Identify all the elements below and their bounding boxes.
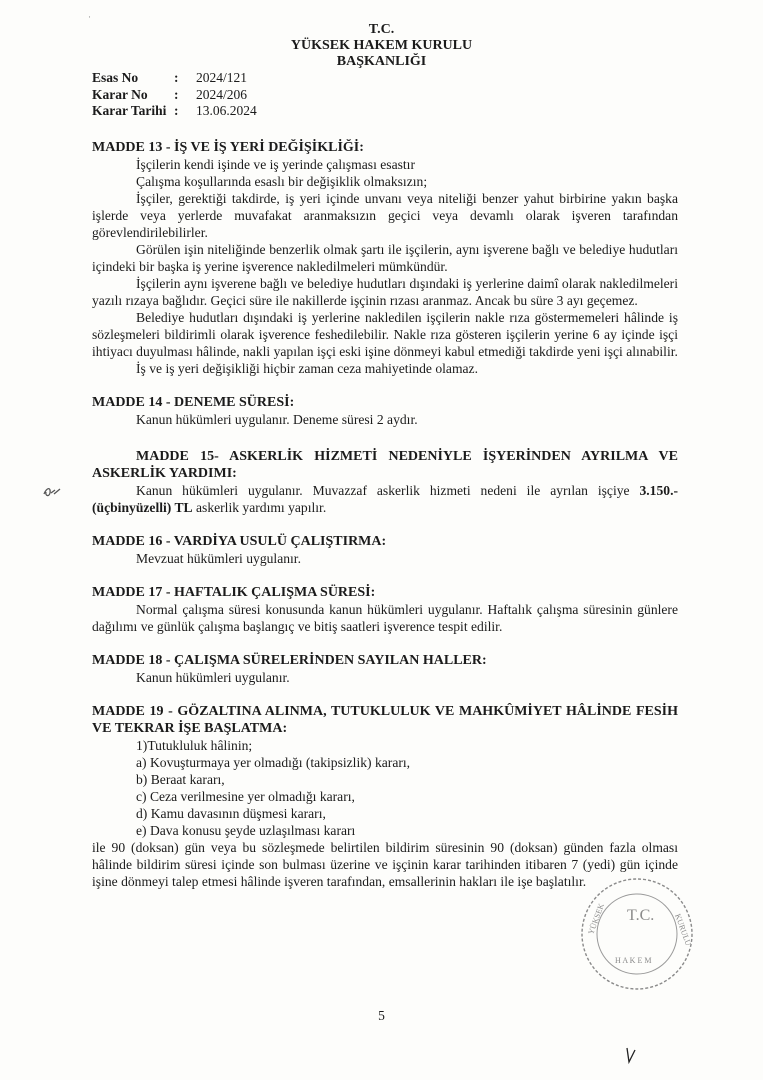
article-13-p2: Çalışma koşullarında esaslı bir değişiklik olmaksızın; (136, 174, 428, 189)
article-16-p1: Mevzuat hükümleri uygulanır. (136, 551, 301, 566)
svg-text:YÜKSEK: YÜKSEK (586, 902, 606, 936)
meta-row-tarih (92, 103, 257, 120)
meta-row-karar (92, 87, 257, 104)
list-item: c) Ceza verilmesine yer olmadığı kararı, (136, 789, 355, 804)
svg-text:KURULU: KURULU (673, 912, 693, 948)
official-seal (575, 875, 700, 993)
article-17-p1: Normal çalışma süresi konusunda kanun hükümleri uygulanır. Haftalık çalışma süresinin günlere dağılımı ve günlük çalışma başlangıç ve bitiş saatleri işverence tespit edilir. (92, 602, 678, 634)
meta-value: 2024/206 (196, 86, 248, 102)
article-16-title: MADDE 16 - VARDİYA USULÜ ÇALIŞTIRMA: (92, 534, 387, 549)
document-body (92, 139, 678, 890)
meta-sep: : (174, 103, 179, 118)
case-meta (92, 70, 257, 120)
meta-sep: : (174, 70, 179, 85)
article-15-p1 (92, 482, 678, 516)
article-18-title: MADDE 18 - ÇALIŞMA SÜRELERİNDEN SAYILAN HALLER: (92, 653, 487, 668)
article-15-amount: 3.150.- (üçbinyüzelli) TL (92, 483, 678, 515)
article-19-title: MADDE 19 - GÖZALTINA ALINMA, TUTUKLULUK VE MAHKÛMİYET HÂLİNDE FESİH VE TEKRAR İŞE BAŞLATMA: (92, 704, 678, 736)
article-18-p1: Kanun hükümleri uygulanır. (136, 670, 290, 685)
meta-key: Esas No (92, 70, 139, 85)
article-14-p1: Kanun hükümleri uygulanır. Deneme süresi 2 aydır. (136, 412, 418, 427)
article-13-p3: İşçiler, gerektiği takdirde, iş yeri içinde unvanı veya niteliği benzer yahut birbirine yakın başka işlerde veya yerlerde muvafakat aranmaksızın geçici veya devamlı olarak işveren tarafından görevlendirilebilirler. (92, 191, 678, 240)
article-13-p1: İşçilerin kendi işinde ve iş yerinde çalışması esastır (136, 157, 415, 172)
meta-value: 13.06.2024 (196, 103, 257, 118)
meta-row-esas (92, 70, 257, 87)
list-item: a) Kovuşturmaya yer olmadığı (takipsizlik) kararı, (136, 755, 411, 770)
article-13-p7: İş ve iş yeri değişikliği hiçbir zaman ceza mahiyetinde olamaz. (136, 361, 478, 376)
article-15-text-a: Kanun hükümleri uygulanır. Muvazzaf askerlik hizmeti nedeni ile ayrılan işçiye (136, 483, 640, 498)
article-15-text-c: askerlik yardımı yapılır. (192, 500, 327, 515)
article-19-list (92, 754, 678, 839)
scan-speck: · (88, 12, 91, 22)
header-presidency: BAŞKANLIĞI (336, 54, 427, 69)
svg-text:H A K E M: H A K E M (615, 956, 652, 965)
article-17-title: MADDE 17 - HAFTALIK ÇALIŞMA SÜRESİ: (92, 585, 376, 600)
header-tc: T.C. (368, 22, 395, 37)
header-institution: YÜKSEK HAKEM KURULU (290, 38, 473, 53)
article-19-intro: 1)Tutukluluk hâlinin; (136, 738, 253, 753)
list-item: e) Dava konusu şeyde uzlaşılması kararı (136, 823, 356, 838)
article-14-title: MADDE 14 - DENEME SÜRESİ: (92, 395, 295, 410)
list-item: d) Kamu davasının düşmesi kararı, (136, 806, 326, 821)
list-item: b) Beraat kararı, (136, 772, 225, 787)
handwritten-mark (42, 484, 64, 505)
svg-text:T.C.: T.C. (627, 907, 655, 924)
meta-key: Karar No (92, 86, 148, 102)
document-header (0, 22, 763, 70)
meta-key: Karar Tarihi (92, 103, 167, 118)
article-13-p6: Belediye hudutları dışındaki iş yerlerine nakledilen işçilerin nakle rıza göstermemeleri hâlinde iş sözleşmeleri bildirimli olarak işverence feshedilebilir. Nakle rıza gösteren işçilerin yerine 6 ay içinde işçi ihtiyacı duyulması hâlinde, nakli yapılan işçi eski işine dönmeyi kabul etmediği takdirde yeni işçi alınabilir. (92, 310, 678, 359)
article-13-title: MADDE 13 - İŞ VE İŞ YERİ DEĞİŞİKLİĞİ: (92, 140, 364, 155)
article-15-title: MADDE 15- ASKERLİK HİZMETİ NEDENİYLE İŞYERİNDEN AYRILMA VE ASKERLİK YARDIMI: (92, 449, 678, 481)
meta-sep: : (174, 86, 179, 102)
meta-value: 2024/121 (196, 70, 248, 85)
signature-mark (624, 1046, 638, 1068)
article-13-p5: İşçilerin aynı işverene bağlı ve belediye hudutları dışındaki iş yerlerine daimî olarak nakledilmeleri yazılı rızaya bağlıdır. Geçici süre ile nakillerde işçinin rızası aranmaz. Ancak bu süre 3 ayı geçemez. (92, 276, 678, 308)
article-19-closing: ile 90 (doksan) gün veya bu sözleşmede belirtilen bildirim süresinin 90 (doksan) günden fazla olması hâlinde bildirim süresi içinde son bulması üzerine ve işçinin karar tarihinden itibaren 7 (yedi) gün içinde işine dönmeyi talep etmesi hâlinde işveren tarafından, emsallerinin hakları ile işe başlatılır. (92, 840, 678, 889)
page-number: 5 (378, 1008, 385, 1023)
article-13-p4: Görülen işin niteliğinde benzerlik olmak şartı ile işçilerin, aynı işverene bağlı ve belediye hudutları içindeki bir başka iş yerine işverence nakledilmeleri mümkündür. (92, 242, 678, 274)
